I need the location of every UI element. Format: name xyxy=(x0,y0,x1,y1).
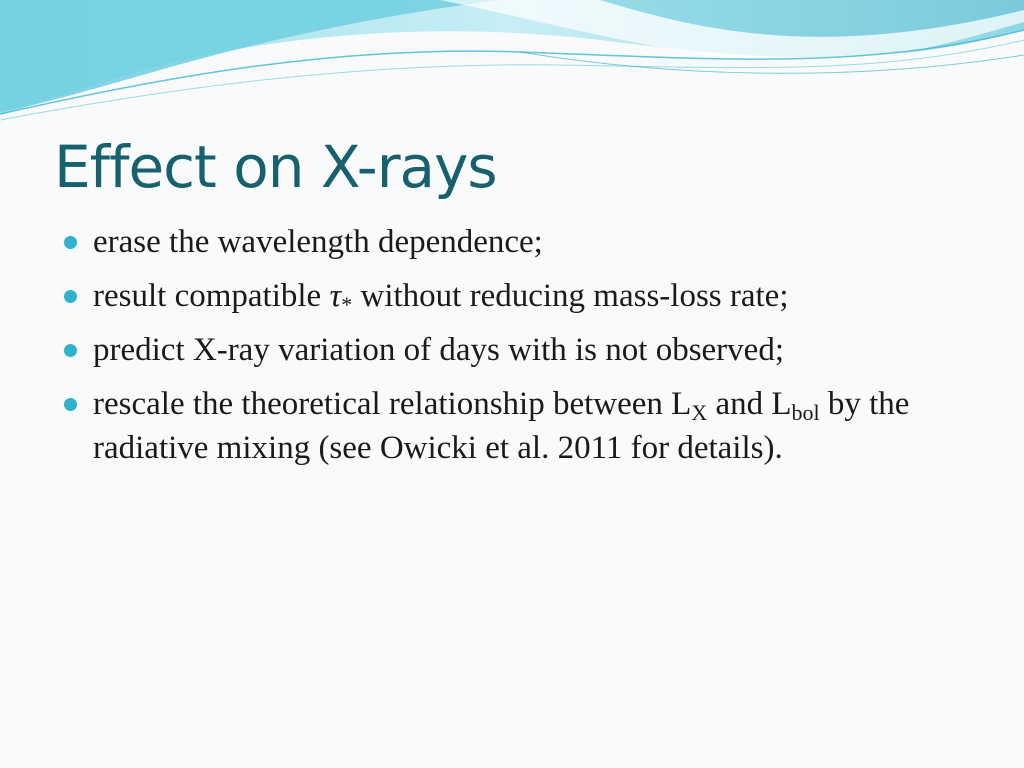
bullet-text-part3: by the radiative mixing (see Owicki et al. 2011 for details). xyxy=(93,386,910,466)
bullet-item-wavelength xyxy=(64,220,944,264)
subscript-bol: bol xyxy=(791,400,820,425)
bullet-text: erase the wavelength dependence; xyxy=(93,224,543,260)
tau-symbol: τ xyxy=(329,278,342,314)
bullet-dot-icon xyxy=(64,398,77,411)
bullet-text-before: result compatible xyxy=(93,278,330,314)
bullet-text-after: without reducing mass-loss rate; xyxy=(352,278,789,314)
tau-subscript: * xyxy=(341,292,353,317)
bullet-text-part2: and L xyxy=(707,386,792,422)
bullet-item-xray-variation xyxy=(64,328,944,372)
bullet-list xyxy=(64,220,944,480)
bullet-text-part1: rescale the theoretical relationship between L xyxy=(93,386,692,422)
subscript-x: X xyxy=(691,400,708,425)
bullet-item-compatible-tau xyxy=(64,274,944,318)
bullet-dot-icon xyxy=(64,344,77,357)
bullet-dot-icon xyxy=(64,236,77,249)
bullet-dot-icon xyxy=(64,290,77,303)
bullet-text: predict X-ray variation of days with is not observed; xyxy=(93,332,784,368)
header-wave-decoration xyxy=(0,0,1024,130)
bullet-item-rescale xyxy=(64,382,944,470)
slide-title: Effect on X-rays xyxy=(54,133,497,201)
